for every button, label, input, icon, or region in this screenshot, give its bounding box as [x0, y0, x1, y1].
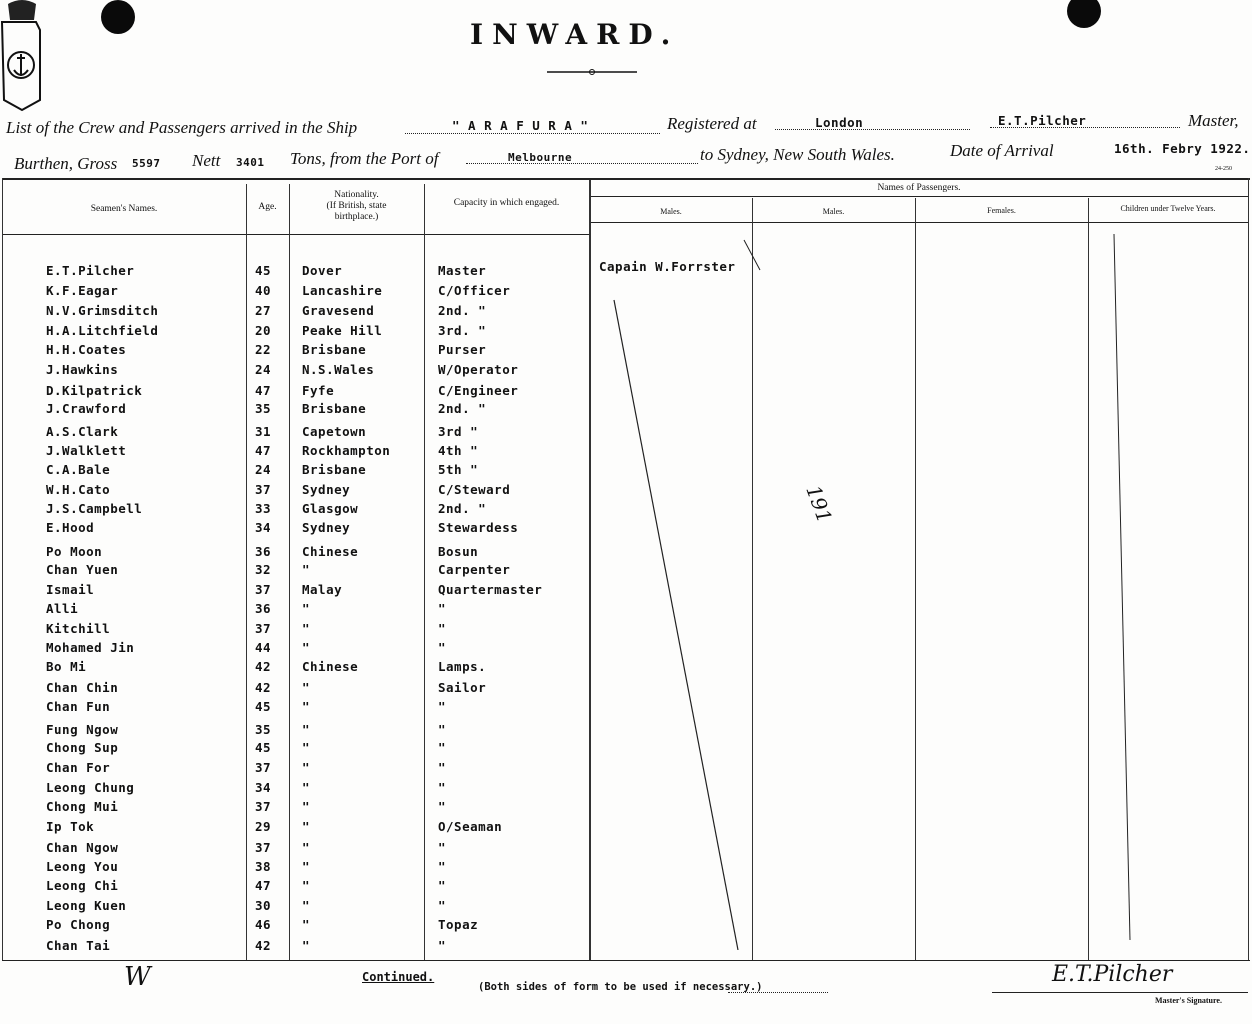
- seaman-name: J.Crawford: [46, 401, 127, 416]
- seaman-age: 27: [255, 303, 272, 318]
- seaman-age: 42: [255, 680, 272, 695]
- seaman-capacity: C/Officer: [438, 283, 511, 298]
- seaman-age: 47: [255, 878, 272, 893]
- seaman-capacity: C/Steward: [438, 482, 511, 497]
- seaman-name: H.A.Litchfield: [46, 323, 159, 338]
- seaman-nationality: ": [302, 699, 311, 714]
- seaman-capacity: Quartermaster: [438, 582, 543, 597]
- seaman-name: Chan Tai: [46, 938, 111, 953]
- seaman-capacity: 3rd ": [438, 424, 479, 439]
- signature-rule: [992, 992, 1248, 993]
- seaman-age: 42: [255, 938, 272, 953]
- seaman-name: Chan Ngow: [46, 840, 119, 855]
- seaman-name: Po Chong: [46, 917, 111, 932]
- list-of-label: List of the Crew and Passengers arrived in the Ship: [6, 118, 358, 137]
- seaman-capacity: Sailor: [438, 680, 487, 695]
- seaman-nationality: Peake Hill: [302, 323, 383, 338]
- seaman-nationality: ": [302, 601, 311, 616]
- title-underline-ornament: [547, 62, 637, 66]
- seaman-name: E.T.Pilcher: [46, 263, 135, 278]
- seaman-age: 37: [255, 799, 272, 814]
- seaman-name: N.V.Grimsditch: [46, 303, 159, 318]
- seaman-nationality: Brisbane: [302, 462, 367, 477]
- table-row: [0, 342, 1252, 362]
- table-row: [0, 898, 1252, 918]
- seaman-name: Mohamed Jin: [46, 640, 135, 655]
- table-row: [0, 917, 1252, 937]
- table-row: [0, 443, 1252, 463]
- seaman-name: Chong Sup: [46, 740, 119, 755]
- table-row: [0, 938, 1252, 958]
- table-row: [0, 544, 1252, 564]
- seaman-age: 30: [255, 898, 272, 913]
- header-age: Age.: [258, 202, 277, 212]
- table-row: [0, 383, 1252, 403]
- seaman-age: 34: [255, 780, 272, 795]
- seaman-nationality: Chinese: [302, 659, 359, 674]
- continued-label: Continued.: [362, 970, 435, 984]
- table-row: [0, 562, 1252, 582]
- seaman-capacity: 2nd. ": [438, 501, 487, 516]
- seaman-capacity: ": [438, 859, 447, 874]
- header-males-1: Males.: [660, 207, 682, 216]
- seaman-name: Bo Mi: [46, 659, 87, 674]
- registered-label: Registered at: [667, 114, 757, 133]
- table-row: [0, 303, 1252, 323]
- seaman-capacity: ": [438, 740, 447, 755]
- burthen-label: Burthen, Gross: [14, 154, 118, 173]
- form-code: 24-250: [1215, 166, 1232, 172]
- seaman-name: Chan Yuen: [46, 562, 119, 577]
- seaman-name: J.Hawkins: [46, 362, 119, 377]
- table-row: [0, 819, 1252, 839]
- seaman-nationality: ": [302, 917, 311, 932]
- seaman-age: 37: [255, 582, 272, 597]
- ship-name: " A R A F U R A ": [452, 118, 589, 133]
- seaman-name: Leong Chung: [46, 780, 135, 795]
- seaman-age: 22: [255, 342, 272, 357]
- seaman-age: 37: [255, 760, 272, 775]
- table-row: [0, 859, 1252, 879]
- table-row: [0, 601, 1252, 621]
- table-row: [0, 362, 1252, 382]
- seaman-capacity: 2nd. ": [438, 401, 487, 416]
- seaman-age: 40: [255, 283, 272, 298]
- master-signature: E.T.Pilcher: [1052, 962, 1173, 987]
- table-row: [0, 621, 1252, 641]
- seaman-nationality: Chinese: [302, 544, 359, 559]
- seaman-nationality: Capetown: [302, 424, 367, 439]
- seaman-nationality: ": [302, 740, 311, 755]
- both-sides-line: [728, 992, 828, 993]
- seaman-age: 35: [255, 722, 272, 737]
- seaman-age: 37: [255, 482, 272, 497]
- table-row: [0, 799, 1252, 819]
- table-row: [0, 780, 1252, 800]
- header-passengers: Names of Passengers.: [877, 183, 961, 193]
- seaman-nationality: Gravesend: [302, 303, 375, 318]
- seaman-name: Chan Fun: [46, 699, 111, 714]
- seaman-age: 24: [255, 362, 272, 377]
- table-row: [0, 740, 1252, 760]
- seaman-capacity: ": [438, 938, 447, 953]
- passenger-entry: Capain W.Forrster: [599, 259, 736, 274]
- nett-label: Nett: [192, 151, 221, 170]
- seaman-capacity: O/Seaman: [438, 819, 503, 834]
- ship-name-line: [405, 133, 660, 134]
- arrival-label: Date of Arrival: [950, 141, 1054, 160]
- punch-hole-right: [1067, 0, 1101, 28]
- table-row: [0, 501, 1252, 521]
- seaman-name: W.H.Cato: [46, 482, 111, 497]
- seaman-capacity: ": [438, 898, 447, 913]
- seaman-nationality: ": [302, 621, 311, 636]
- seaman-nationality: Sydney: [302, 520, 351, 535]
- seaman-age: 42: [255, 659, 272, 674]
- seaman-nationality: Brisbane: [302, 342, 367, 357]
- table-row: [0, 582, 1252, 602]
- table-row: [0, 699, 1252, 719]
- seaman-age: 37: [255, 621, 272, 636]
- seaman-capacity: 4th ": [438, 443, 479, 458]
- seaman-capacity: ": [438, 799, 447, 814]
- tons-from-label: Tons, from the Port of: [290, 149, 439, 168]
- seaman-age: 47: [255, 383, 272, 398]
- seaman-age: 36: [255, 544, 272, 559]
- seaman-age: 46: [255, 917, 272, 932]
- seaman-name: Alli: [46, 601, 79, 616]
- seaman-capacity: Stewardess: [438, 520, 519, 535]
- seaman-age: 32: [255, 562, 272, 577]
- seaman-capacity: ": [438, 722, 447, 737]
- seaman-name: Fung Ngow: [46, 722, 119, 737]
- table-row: [0, 401, 1252, 421]
- table-row: [0, 680, 1252, 700]
- passenger-subheader-rule: [590, 196, 1248, 197]
- seaman-nationality: Dover: [302, 263, 343, 278]
- seaman-age: 20: [255, 323, 272, 338]
- seaman-name: Chan Chin: [46, 680, 119, 695]
- seaman-name: E.Hood: [46, 520, 95, 535]
- gross-tons: 5597: [132, 157, 161, 170]
- seaman-nationality: N.S.Wales: [302, 362, 375, 377]
- signature-label: Master's Signature.: [1155, 996, 1222, 1005]
- seaman-name: H.H.Coates: [46, 342, 127, 357]
- seaman-capacity: ": [438, 878, 447, 893]
- port-from: Melbourne: [508, 151, 573, 164]
- seaman-name: Chong Mui: [46, 799, 119, 814]
- header-children: Children under Twelve Years.: [1120, 204, 1216, 213]
- seaman-nationality: Rockhampton: [302, 443, 391, 458]
- seaman-age: 35: [255, 401, 272, 416]
- seaman-nationality: ": [302, 780, 311, 795]
- seaman-capacity: 5th ": [438, 462, 479, 477]
- header-males-2: Males.: [822, 207, 845, 216]
- master-name: E.T.Pilcher: [998, 113, 1087, 128]
- seaman-nationality: Lancashire: [302, 283, 383, 298]
- seaman-age: 24: [255, 462, 272, 477]
- table-row: [0, 840, 1252, 860]
- seaman-capacity: 2nd. ": [438, 303, 487, 318]
- table-row: [0, 640, 1252, 660]
- seaman-name: Leong Kuen: [46, 898, 127, 913]
- nett-tons: 3401: [236, 156, 265, 169]
- seaman-name: Po Moon: [46, 544, 103, 559]
- master-label: Master,: [1188, 111, 1239, 130]
- table-row: [0, 878, 1252, 898]
- seaman-nationality: ": [302, 640, 311, 655]
- header-nationality: Nationality. (If British, state birthplace.): [326, 190, 387, 222]
- seaman-name: C.A.Bale: [46, 462, 111, 477]
- to-sydney-label: to Sydney, New South Wales.: [700, 145, 895, 164]
- punch-hole-left: [101, 0, 135, 34]
- seaman-capacity: C/Engineer: [438, 383, 519, 398]
- left-header-bottom-rule: [2, 234, 590, 235]
- margin-note: 191: [801, 481, 837, 527]
- table-row: [0, 722, 1252, 742]
- seaman-capacity: Purser: [438, 342, 487, 357]
- table-row: [0, 424, 1252, 444]
- table-row: [0, 462, 1252, 482]
- department-seal-stamp: [0, 0, 44, 112]
- seaman-capacity: W/Operator: [438, 362, 519, 377]
- table-row: [0, 520, 1252, 540]
- seaman-capacity: 3rd. ": [438, 323, 487, 338]
- arrival-date: 16th. Febry 1922.: [1114, 141, 1251, 156]
- seaman-name: Leong Chi: [46, 878, 119, 893]
- table-row: [0, 659, 1252, 679]
- seaman-age: 31: [255, 424, 272, 439]
- seaman-age: 29: [255, 819, 272, 834]
- seaman-nationality: ": [302, 799, 311, 814]
- seaman-name: A.S.Clark: [46, 424, 119, 439]
- seaman-age: 37: [255, 840, 272, 855]
- seaman-capacity: Carpenter: [438, 562, 511, 577]
- seaman-age: 45: [255, 263, 272, 278]
- seaman-nationality: ": [302, 680, 311, 695]
- seaman-nationality: Sydney: [302, 482, 351, 497]
- registered-port-line: [775, 129, 970, 130]
- seaman-age: 44: [255, 640, 272, 655]
- seaman-capacity: Master: [438, 263, 487, 278]
- seaman-capacity: ": [438, 840, 447, 855]
- seaman-nationality: Malay: [302, 582, 343, 597]
- port-from-line: [466, 163, 698, 164]
- table-row: [0, 323, 1252, 343]
- seaman-nationality: ": [302, 898, 311, 913]
- form-title: INWARD.: [470, 18, 680, 51]
- seaman-age: 47: [255, 443, 272, 458]
- seaman-nationality: ": [302, 859, 311, 874]
- seaman-name: Ismail: [46, 582, 95, 597]
- seaman-nationality: ": [302, 878, 311, 893]
- seaman-capacity: ": [438, 621, 447, 636]
- table-row: [0, 760, 1252, 780]
- seaman-name: D.Kilpatrick: [46, 383, 143, 398]
- seaman-capacity: ": [438, 780, 447, 795]
- seaman-capacity: ": [438, 601, 447, 616]
- seaman-nationality: Brisbane: [302, 401, 367, 416]
- seaman-capacity: Bosun: [438, 544, 479, 559]
- footer-initial: W: [124, 962, 151, 992]
- seaman-capacity: ": [438, 640, 447, 655]
- header-seamen-names: Seamen's Names.: [90, 204, 158, 214]
- registered-port: London: [815, 115, 864, 130]
- seaman-nationality: ": [302, 840, 311, 855]
- seaman-name: K.F.Eagar: [46, 283, 119, 298]
- seaman-nationality: ": [302, 722, 311, 737]
- seaman-nationality: Fyfe: [302, 383, 335, 398]
- seaman-nationality: Glasgow: [302, 501, 359, 516]
- seaman-nationality: ": [302, 562, 311, 577]
- header-bottom-rule: [590, 222, 1248, 223]
- seaman-capacity: ": [438, 699, 447, 714]
- seaman-name: Chan For: [46, 760, 111, 775]
- seaman-name: Leong You: [46, 859, 119, 874]
- seaman-age: 33: [255, 501, 272, 516]
- seaman-age: 45: [255, 740, 272, 755]
- seaman-age: 45: [255, 699, 272, 714]
- table-row: [0, 263, 1252, 283]
- header-females: Females.: [987, 206, 1016, 215]
- seaman-nationality: ": [302, 938, 311, 953]
- both-sides-note: (Both sides of form to be used if necessary.): [478, 981, 763, 993]
- seaman-nationality: ": [302, 819, 311, 834]
- seaman-name: J.S.Campbell: [46, 501, 143, 516]
- seaman-name: J.Walklett: [46, 443, 127, 458]
- table-bottom-rule: [2, 960, 1250, 961]
- table-top-rule: [2, 178, 1250, 180]
- header-capacity: Capacity in which engaged.: [453, 198, 560, 208]
- seaman-age: 34: [255, 520, 272, 535]
- seaman-capacity: Topaz: [438, 917, 479, 932]
- seaman-age: 38: [255, 859, 272, 874]
- seaman-age: 36: [255, 601, 272, 616]
- seaman-capacity: Lamps.: [438, 659, 487, 674]
- seaman-capacity: ": [438, 760, 447, 775]
- seaman-nationality: ": [302, 760, 311, 775]
- table-row: [0, 482, 1252, 502]
- seaman-name: Ip Tok: [46, 819, 95, 834]
- seaman-name: Kitchill: [46, 621, 111, 636]
- table-row: [0, 283, 1252, 303]
